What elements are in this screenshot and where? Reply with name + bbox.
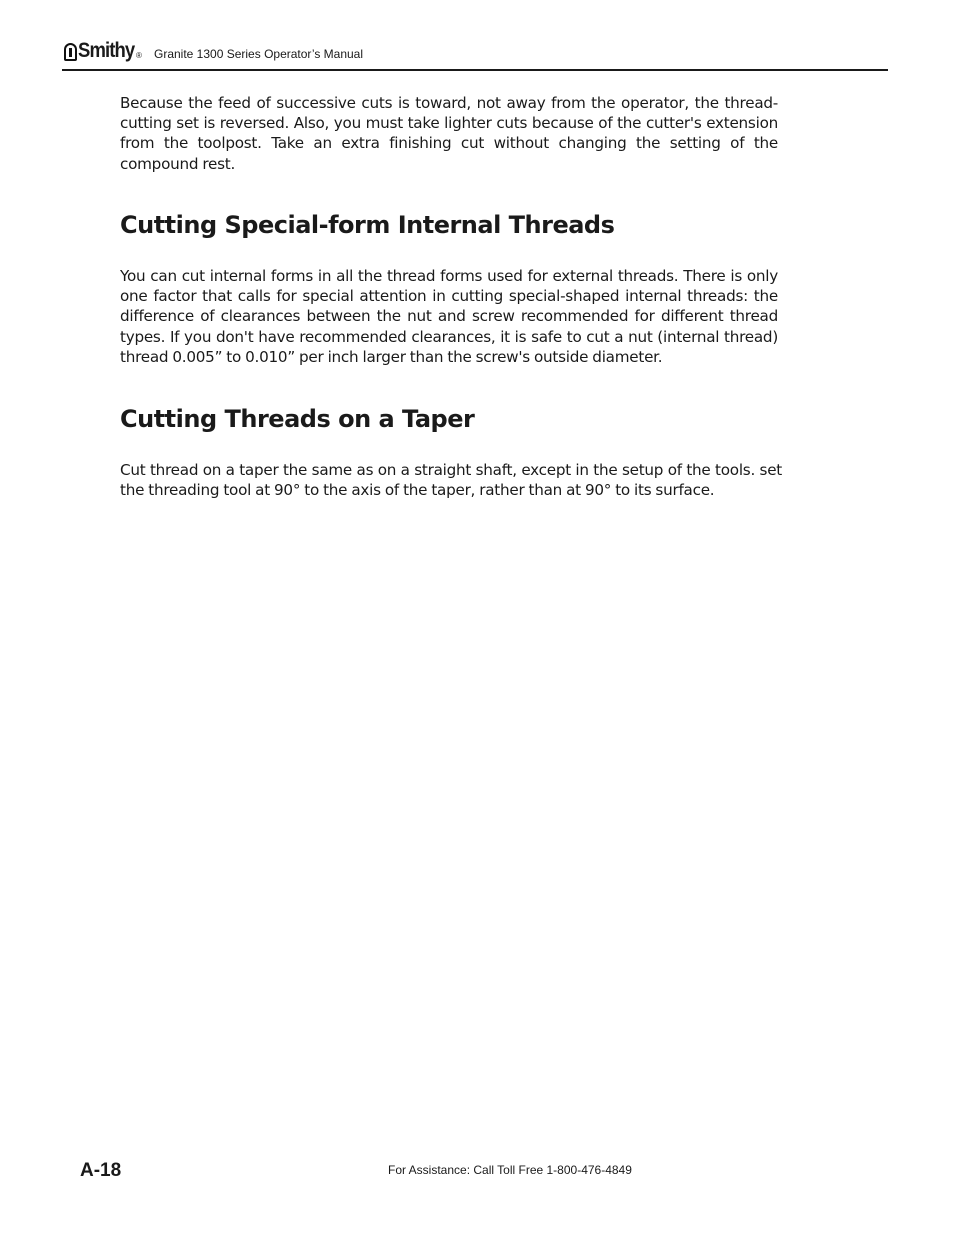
page-header bbox=[62, 38, 888, 71]
manual-title: Granite 1300 Series Operator’s Manual bbox=[154, 47, 364, 61]
section-heading-internal-threads: Cutting Special-form Internal Threads bbox=[120, 211, 615, 239]
section-heading-taper-threads: Cutting Threads on a Taper bbox=[120, 405, 475, 433]
smithy-logo bbox=[64, 41, 142, 61]
section-body-internal-threads: You can cut internal forms in all the thread forms used for external threads. There is only one factor that calls for special attention in cutting special-shaped internal threads: the difference of clearances between the nut and screw recommended for different thread types. If you don't have recommended clearances, it is safe to cut a nut (internal thread) thread 0.005” to 0.010” per inch larger than the screw's outside diameter. bbox=[120, 267, 778, 366]
logo-text: Smithy bbox=[78, 39, 135, 62]
page-number: A-18 bbox=[80, 1160, 122, 1181]
smithy-logo-icon bbox=[64, 43, 77, 61]
intro-paragraph: Because the feed of successive cuts is toward, not away from the operator, the thread-cutting set is reversed. Also, you must take lighter cuts because of the cutter's extension from the toolpost. Take an extra finishing cut without changing the setting of the compound rest. bbox=[120, 94, 778, 173]
assistance-phone: For Assistance: Call Toll Free 1-800-476-4849 bbox=[388, 1163, 632, 1177]
registered-mark: ® bbox=[136, 51, 142, 60]
section-body-taper-threads: Cut thread on a taper the same as on a straight shaft, except in the setup of the tools. set the threading tool at 90° to the axis of the taper, rather than at 90° to its surface. bbox=[120, 461, 782, 500]
